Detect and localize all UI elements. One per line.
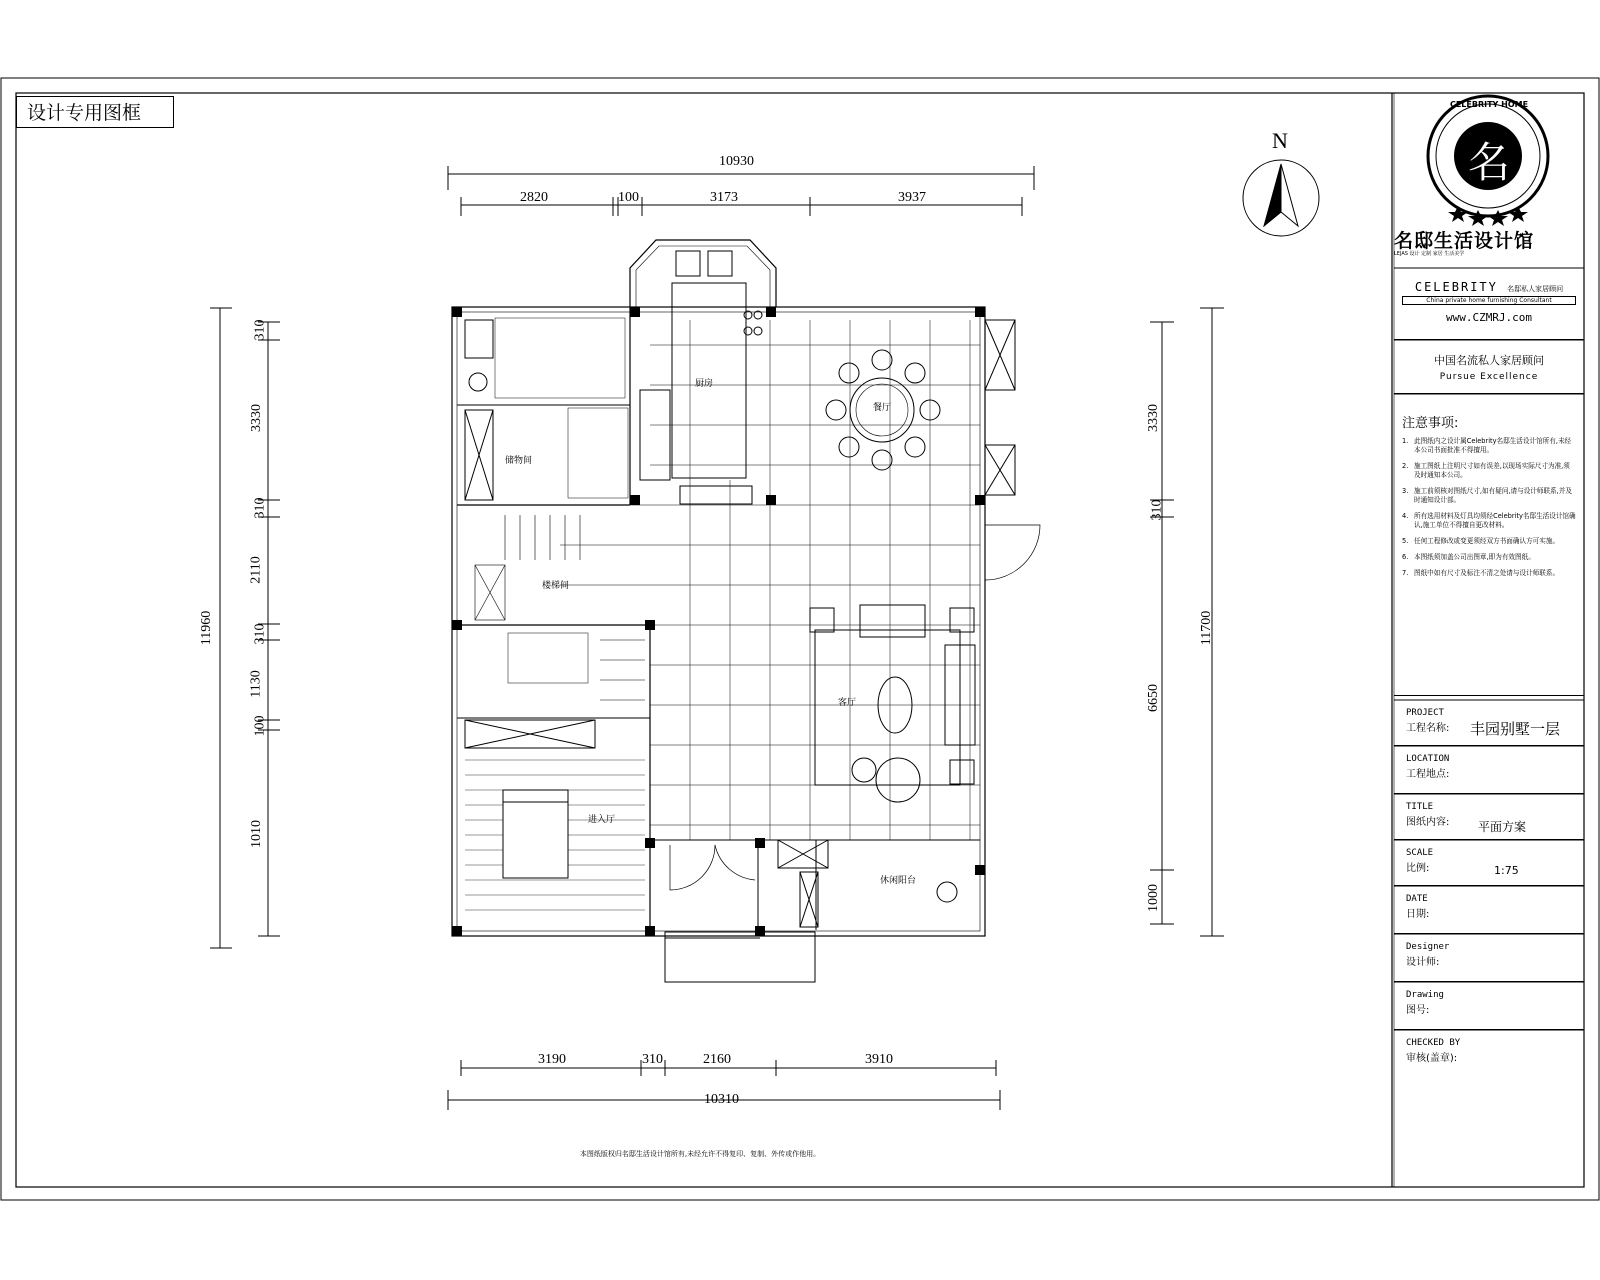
note-num: 6. — [1402, 553, 1409, 561]
note-text: 图纸中如有尺寸及标注不清之处请与设计师联系。 — [1414, 569, 1560, 577]
dim-right-2: 310 — [1149, 499, 1165, 521]
frame-label: 设计专用图框 — [16, 96, 174, 128]
note-text: 所有选用材料及灯具均须经Celebrity名邸生活设计馆确认,施工单位不得擅自更改材料。 — [1414, 512, 1576, 529]
dim-right-total: 11700 — [1199, 610, 1215, 646]
note-item — [1402, 512, 1576, 530]
scale-cn: 比例: — [1406, 863, 1430, 874]
dim-right-1: 3330 — [1146, 404, 1161, 432]
note-text: 任何工程修改或变更须经双方书面确认方可实施。 — [1414, 537, 1560, 545]
checked-en: CHECKED BY — [1406, 1038, 1461, 1048]
celebrity-line — [1394, 280, 1584, 294]
dim-bottom-2: 310 — [642, 1052, 663, 1067]
copyright-footnote: 本图纸版权归名邸生活设计馆所有,未经允许不得复印、复制、外传或作他用。 — [579, 1150, 821, 1158]
dim-left-8: 1010 — [249, 820, 264, 848]
brand-tagline: LEJAS 设计 定制 家居 生活美学 — [1394, 251, 1465, 257]
note-item — [1402, 462, 1576, 480]
dim-left-5: 310 — [252, 623, 268, 645]
drawing-en: Drawing — [1406, 990, 1444, 1000]
dim-bottom-1: 3190 — [538, 1052, 566, 1067]
project-field — [1394, 700, 1584, 746]
checked-cn: 审核(盖章): — [1406, 1053, 1458, 1064]
title-value: 平面方案 — [1478, 820, 1527, 834]
dim-left-3: 310 — [252, 497, 268, 519]
consultant-en: Pursue Excellence — [1439, 372, 1539, 382]
dim-top-3: 3173 — [710, 190, 738, 205]
project-en: PROJECT — [1406, 708, 1444, 718]
room-terrace: 休闲阳台 — [880, 876, 917, 886]
note-num: 7. — [1402, 569, 1409, 577]
brand-name: 名邸生活设计馆 — [1394, 230, 1535, 252]
scale-en: SCALE — [1406, 848, 1434, 858]
outer-border — [1, 78, 1599, 1200]
note-item — [1402, 437, 1576, 455]
location-en: LOCATION — [1406, 754, 1450, 764]
dim-left-2: 3330 — [249, 404, 264, 432]
dim-right-4: 1000 — [1146, 884, 1161, 912]
note-item — [1402, 487, 1576, 505]
drawing-field — [1394, 982, 1584, 1030]
location-field — [1394, 746, 1584, 794]
note-text: 此图纸内之设计属Celebrity名邸生活设计馆所有,未经本公司书面批准不得擅用。 — [1414, 437, 1572, 454]
note-num: 5. — [1402, 537, 1409, 545]
dim-top-2: 100 — [618, 190, 639, 205]
dim-bottom-total: 10310 — [704, 1092, 739, 1107]
note-item — [1402, 553, 1576, 562]
website: www.CZMRJ.com — [1445, 311, 1533, 324]
title-cn: 图纸内容: — [1406, 817, 1450, 828]
designer-cn: 设计师: — [1406, 957, 1440, 968]
brand-block — [1394, 96, 1584, 266]
note-num: 2. — [1402, 462, 1409, 470]
dim-bottom-3: 2160 — [703, 1052, 731, 1067]
dim-right-3: 6650 — [1146, 684, 1161, 712]
living-rug — [815, 630, 960, 785]
title-field — [1394, 794, 1584, 840]
celebrity-block — [1394, 268, 1584, 340]
room-storage: 储物间 — [505, 456, 533, 466]
kitchen-bay — [630, 240, 776, 307]
room-stair: 楼梯间 — [542, 581, 570, 591]
scale-value: 1:75 — [1494, 864, 1519, 877]
dim-bottom-4: 3910 — [865, 1052, 893, 1067]
title-en: TITLE — [1406, 802, 1434, 812]
checked-field — [1394, 1030, 1584, 1090]
designer-en: Designer — [1406, 942, 1450, 952]
project-cn: 工程名称: — [1406, 723, 1450, 734]
stairs — [475, 515, 645, 700]
room-entry: 进入厅 — [588, 815, 616, 825]
bath1-tile — [495, 318, 625, 398]
note-item — [1402, 537, 1576, 546]
dim-left-1: 310 — [252, 319, 268, 341]
consultant-block — [1394, 342, 1584, 394]
floor-plan — [452, 240, 1040, 982]
celebrity-suffix: 名邸私人家居顾问 — [1507, 285, 1564, 293]
consultant-cn: 中国名流私人家居顾问 — [1434, 354, 1544, 367]
sofa-back — [860, 605, 925, 637]
celebrity-subtitle: China private home furnishing Consultant — [1402, 296, 1576, 305]
note-item — [1402, 569, 1576, 578]
badge-char: 名 — [1467, 138, 1510, 187]
date-en: DATE — [1406, 894, 1428, 904]
north-label: N — [1272, 128, 1288, 153]
designer-field — [1394, 934, 1584, 982]
project-value: 丰园别墅一层 — [1470, 720, 1561, 738]
notes-block — [1394, 406, 1584, 696]
badge-text: CELEBRITY HOME — [1449, 100, 1529, 109]
drawing-cn: 图号: — [1406, 1005, 1430, 1016]
note-num: 4. — [1402, 512, 1409, 520]
room-kitchen: 厨房 — [695, 379, 714, 389]
dim-left-4: 2110 — [248, 556, 264, 584]
note-num: 1. — [1402, 437, 1409, 445]
scale-field — [1394, 840, 1584, 886]
note-text: 施工图纸上注明尺寸如有误差,以现场实际尺寸为准,须及时通知本公司。 — [1414, 462, 1570, 479]
note-text: 施工前须核对图纸尺寸,如有疑问,请与设计师联系,并及时通知设计部。 — [1414, 487, 1572, 504]
dim-top-4: 3937 — [898, 190, 926, 205]
entry-step — [665, 932, 815, 982]
dim-left-6: 1130 — [248, 670, 264, 698]
date-cn: 日期: — [1406, 909, 1430, 920]
inner-border — [16, 93, 1584, 1187]
note-num: 3. — [1402, 487, 1409, 495]
notes-title: 注意事项: — [1402, 416, 1459, 431]
bed — [503, 790, 568, 878]
celebrity-word: CELEBRITY — [1414, 280, 1498, 294]
date-field — [1394, 886, 1584, 934]
note-text: 本图纸须加盖公司出图章,即为有效图纸。 — [1414, 553, 1535, 561]
dim-left-7: 100 — [252, 715, 268, 737]
dim-top-1: 2820 — [520, 190, 548, 205]
location-cn: 工程地点: — [1406, 769, 1450, 780]
north-arrow-graphic — [1243, 160, 1319, 236]
dim-left-total: 11960 — [199, 610, 215, 646]
room-living: 客厅 — [838, 698, 857, 708]
room-dining: 餐厅 — [873, 403, 892, 413]
dim-top-total: 10930 — [719, 154, 754, 169]
